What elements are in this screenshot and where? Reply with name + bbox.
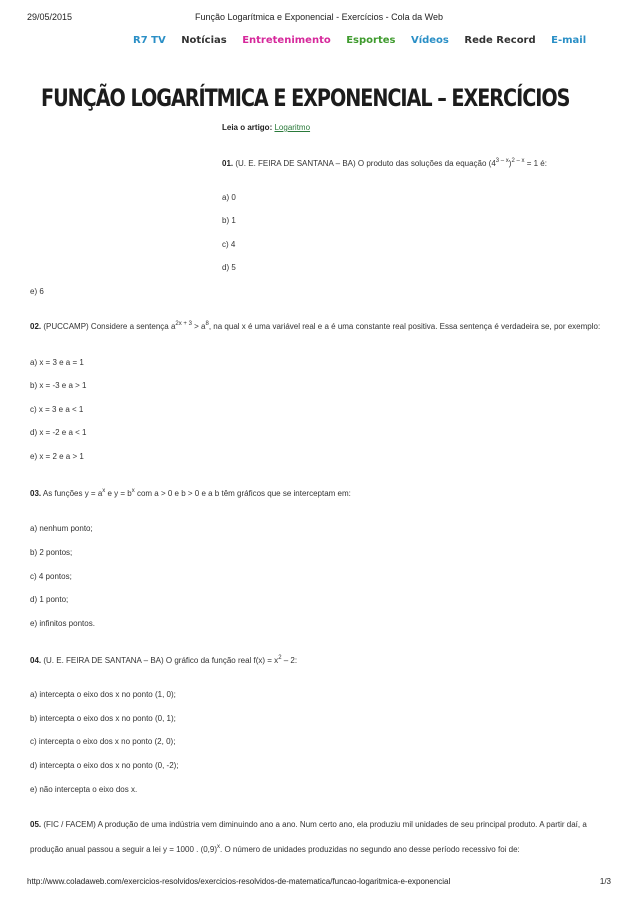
question-text: e y = b — [105, 489, 132, 498]
article-label: Leia o artigo: — [222, 123, 273, 132]
question-text: – 2: — [281, 656, 298, 665]
answer-option: a) intercepta o eixo dos x no ponto (1, 0); — [30, 690, 176, 699]
answer-option: e) 6 — [30, 287, 44, 296]
question-text: (U. E. FEIRA DE SANTANA – BA) O produto das soluções da equação (4 — [235, 159, 496, 168]
superscript: 8 — [205, 321, 209, 327]
question-text: (PUCCAMP) Considere a sentença a — [43, 322, 176, 331]
nav-r7tv[interactable]: R7 TV — [133, 35, 166, 46]
answer-option: a) nenhum ponto; — [30, 524, 93, 533]
nav-videos[interactable]: Vídeos — [410, 35, 449, 46]
question-number: 04. — [30, 656, 42, 665]
answer-option: c) x = 3 e a < 1 — [30, 405, 84, 414]
superscript: x — [102, 488, 106, 494]
question-text: produção anual passou a seguir a lei y = 1000 . (0,9) — [30, 845, 218, 854]
question-number: 03. — [30, 489, 42, 498]
nav-esportes[interactable]: Esportes — [346, 35, 396, 46]
question-text: com a > 0 e b > 0 e a b têm gráficos que se interceptam em: — [134, 489, 351, 498]
answer-option: a) 0 — [222, 193, 236, 202]
question-text: As funções y = a — [42, 489, 103, 498]
superscript: 2 — [278, 655, 282, 661]
question-text: , na qual x é uma variável real e a é uma constante real positiva. Essa sentença é verdadeira se, por exemplo: — [208, 322, 601, 331]
question-4 — [30, 655, 297, 665]
answer-option: e) não intercepta o eixo dos x. — [30, 785, 138, 794]
page-title: FUNÇÃO LOGARÍTMICA E EXPONENCIAL – EXERCÍCIOS — [41, 84, 570, 112]
nav-email[interactable]: E-mail — [551, 35, 587, 46]
answer-option: d) x = -2 e a < 1 — [30, 428, 87, 437]
question-3 — [30, 488, 351, 498]
article-link[interactable]: Logaritmo — [274, 123, 311, 132]
question-text: . O número de unidades produzidas no segundo ano desse período recessivo foi de: — [220, 845, 520, 854]
print-date: 29/05/2015 — [27, 12, 73, 22]
question-number: 01. — [222, 159, 234, 168]
answer-option: b) x = -3 e a > 1 — [30, 381, 87, 390]
question-2 — [30, 321, 600, 331]
nav-entretenimento[interactable]: Entretenimento — [242, 35, 331, 46]
answer-option: d) intercepta o eixo dos x no ponto (0, -2); — [30, 761, 179, 770]
answer-option: c) intercepta o eixo dos x no ponto (2, 0); — [30, 737, 176, 746]
answer-option: d) 1 ponto; — [30, 595, 69, 604]
nav-rede-record[interactable]: Rede Record — [464, 35, 536, 46]
answer-option: e) x = 2 e a > 1 — [30, 452, 84, 461]
question-text: (U. E. FEIRA DE SANTANA – BA) O gráfico da função real f(x) = x — [43, 656, 279, 665]
question-text: > a — [191, 322, 206, 331]
answer-option: c) 4 — [222, 240, 236, 249]
question-text: = 1 é: — [524, 159, 547, 168]
nav-noticias[interactable]: Notícias — [181, 35, 227, 46]
answer-option: b) 1 — [222, 216, 236, 225]
top-nav — [133, 35, 598, 46]
question-number: 05. — [30, 820, 42, 829]
question-number: 02. — [30, 322, 42, 331]
print-page-title: Função Logarítmica e Exponencial - Exercícios - Cola da Web — [195, 12, 443, 22]
question-5-line-2 — [30, 844, 520, 854]
superscript: 2 – x — [511, 158, 525, 164]
question-5 — [30, 820, 587, 829]
article-ref — [222, 123, 310, 132]
superscript: 2x + 3 — [175, 321, 192, 327]
answer-option: b) intercepta o eixo dos x no ponto (0, 1); — [30, 714, 176, 723]
superscript: x — [217, 844, 221, 850]
superscript: 3 – x — [495, 158, 509, 164]
superscript: x — [131, 488, 135, 494]
answer-option: c) 4 pontos; — [30, 572, 72, 581]
page-number: 1/3 — [599, 877, 611, 886]
question-1 — [222, 158, 547, 168]
question-text: (FIC / FACEM) A produção de uma indústria vem diminuindo ano a ano. Num certo ano, ela produziu mil unidades de seu principal produto. A partir daí, a — [43, 820, 587, 829]
answer-option: b) 2 pontos; — [30, 548, 73, 557]
answer-option: d) 5 — [222, 263, 236, 272]
answer-option: a) x = 3 e a = 1 — [30, 358, 84, 367]
question-text: ) — [508, 159, 512, 168]
print-url: http://www.coladaweb.com/exercicios-resolvidos/exercicios-resolvidos-de-matematica/funcao-logaritmica-e-exponencial — [27, 877, 451, 886]
answer-option: e) infinitos pontos. — [30, 619, 95, 628]
